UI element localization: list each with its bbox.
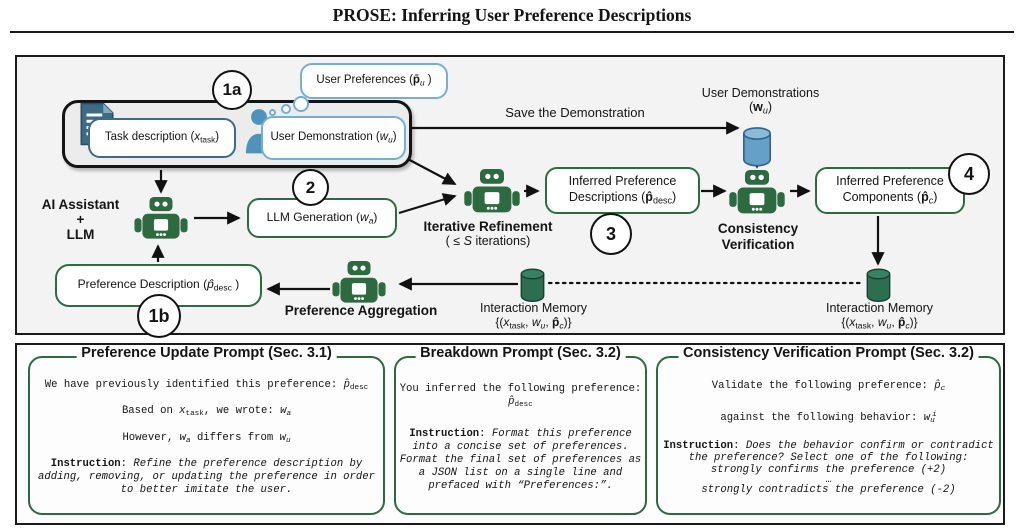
consistency-option-confirm: strongly confirms the preference (+2): [710, 463, 947, 476]
inferred-components-box: [815, 167, 965, 214]
iterative-refinement-title: Iterative Refinement: [423, 219, 553, 234]
title-divider: [10, 31, 1014, 33]
preference-update-prompt-box: [28, 345, 385, 515]
step-badge-2: 2: [292, 169, 329, 206]
consistency-line1: Consistency: [717, 221, 799, 236]
consistency-verification-label: [698, 221, 818, 253]
interaction-memory-right-label: [797, 301, 962, 330]
update-prompt-line1: We have previously identified this preference: $p̂_{desc}$: [44, 378, 369, 392]
ai-assistant-label: [28, 197, 133, 242]
interaction-memory-left-title: Interaction Memory: [480, 301, 587, 315]
interaction-memory-right-title: Interaction Memory: [826, 301, 933, 315]
consistency-prompt-box: [656, 345, 1001, 515]
breakdown-prompt-title: Breakdown Prompt (Sec. 3.2): [415, 347, 626, 360]
ai-assistant-line3: LLM: [66, 227, 95, 242]
consistency-option-contradict: strongly contradicts the preference (-2): [701, 483, 956, 496]
consistency-prompt-options: [661, 440, 996, 496]
preference-description-label: Preference Description ($p̂_{desc}$ ): [77, 277, 240, 293]
inferred-descriptions-line1: Inferred Preference: [568, 174, 677, 189]
llm-generation-box: [247, 198, 397, 238]
interaction-memory-right-icon: [865, 268, 892, 302]
iterative-refinement-iterations: ( ≤ S iterations): [445, 234, 531, 248]
thought-bubble-medium: [281, 104, 291, 114]
interaction-memory-right-set: {($x_{task}$, $w_u$, $p̂_c$)}: [841, 315, 918, 331]
user-preferences-label: User Preferences ($p̄_u$ ): [316, 74, 432, 88]
update-prompt-line2: Based on $x_{task}$, we wrote: $w_a$: [121, 405, 292, 419]
thought-bubble-small: [269, 109, 276, 116]
consistency-line2: Verification: [721, 237, 795, 252]
consistency-prompt-line2: against the following behavior: $w_u^i$: [720, 410, 937, 425]
step-badge-4: 4: [948, 153, 990, 195]
breakdown-prompt-box: [394, 345, 647, 515]
inferred-components-line1: Inferred Preference: [836, 174, 944, 189]
preference-aggregation-label: Preference Aggregation: [284, 303, 438, 318]
consistency-prompt-instruction: Instruction: Does the behavior confirm or contradict the preference? Select one of the following:: [663, 439, 994, 464]
update-prompt-instruction: Instruction: Refine the preference description by adding, removing, or updating the preference in order to better imitate the user.: [38, 458, 375, 497]
ai-assistant-robot-icon: [134, 197, 188, 243]
inferred-components-line2: Components $(p̂_c)$: [842, 189, 938, 206]
interaction-memory-left-label: [451, 301, 616, 330]
consistency-robot-icon: [729, 170, 785, 218]
user-demonstration-box: [261, 116, 406, 160]
interaction-memory-left-icon: [519, 268, 546, 302]
interaction-memory-left-set: {($x_{task}$, $w_u$, $p̂_c$)}: [495, 315, 572, 331]
thought-bubble-large: [293, 96, 309, 112]
user-demonstrations-title: User Demonstrations: [701, 86, 820, 100]
preference-update-prompt-title: Preference Update Prompt (Sec. 3.1): [76, 347, 337, 360]
llm-generation-label: LLM Generation $(w_a)$: [266, 209, 378, 226]
step-badge-1a: 1a: [212, 70, 252, 110]
iterative-refinement-robot-icon: [464, 169, 520, 217]
demonstrations-store-icon: [742, 126, 772, 167]
figure-title: PROSE: Inferring User Preference Descriptions: [332, 5, 692, 25]
step-badge-1b: 1b: [137, 294, 181, 338]
user-demonstrations-math: $(w_u)$: [748, 100, 773, 116]
consistency-ellipsis: …: [825, 473, 832, 486]
task-description-box: [88, 118, 236, 158]
save-demonstration-label: Save the Demonstration: [505, 105, 645, 120]
ai-assistant-line1: AI Assistant: [41, 197, 120, 212]
iterative-refinement-label: [403, 219, 573, 248]
inferred-descriptions-box: [545, 167, 700, 214]
user-demonstration-label: User Demonstration $(w_u)$: [270, 131, 397, 145]
inferred-descriptions-line2: Descriptions $(p̂_{desc})$: [568, 189, 677, 206]
consistency-prompt-line1: Validate the following preference: $p̂_c$: [711, 380, 946, 394]
user-preferences-box: [300, 63, 448, 99]
update-prompt-line3: However, $w_a$ differs from $w_u$: [122, 431, 291, 445]
preference-aggregation-robot-icon: [331, 261, 387, 307]
breakdown-prompt-instruction: Instruction: Format this preference into a concise set of preferences. Format the final set of preferences as a JSON list on a single line and prefaced with “Preferences:”.: [399, 427, 642, 492]
user-demonstrations-label: [688, 86, 833, 116]
consistency-prompt-title: Consistency Verification Prompt (Sec. 3.2): [678, 347, 979, 360]
ai-assistant-line2: +: [76, 212, 85, 227]
breakdown-prompt-line1: You inferred the following preference: $p̂_{desc}$: [399, 383, 642, 410]
step-badge-3: 3: [590, 213, 632, 255]
task-description-label: Task description $(x_{task})$: [104, 131, 220, 145]
